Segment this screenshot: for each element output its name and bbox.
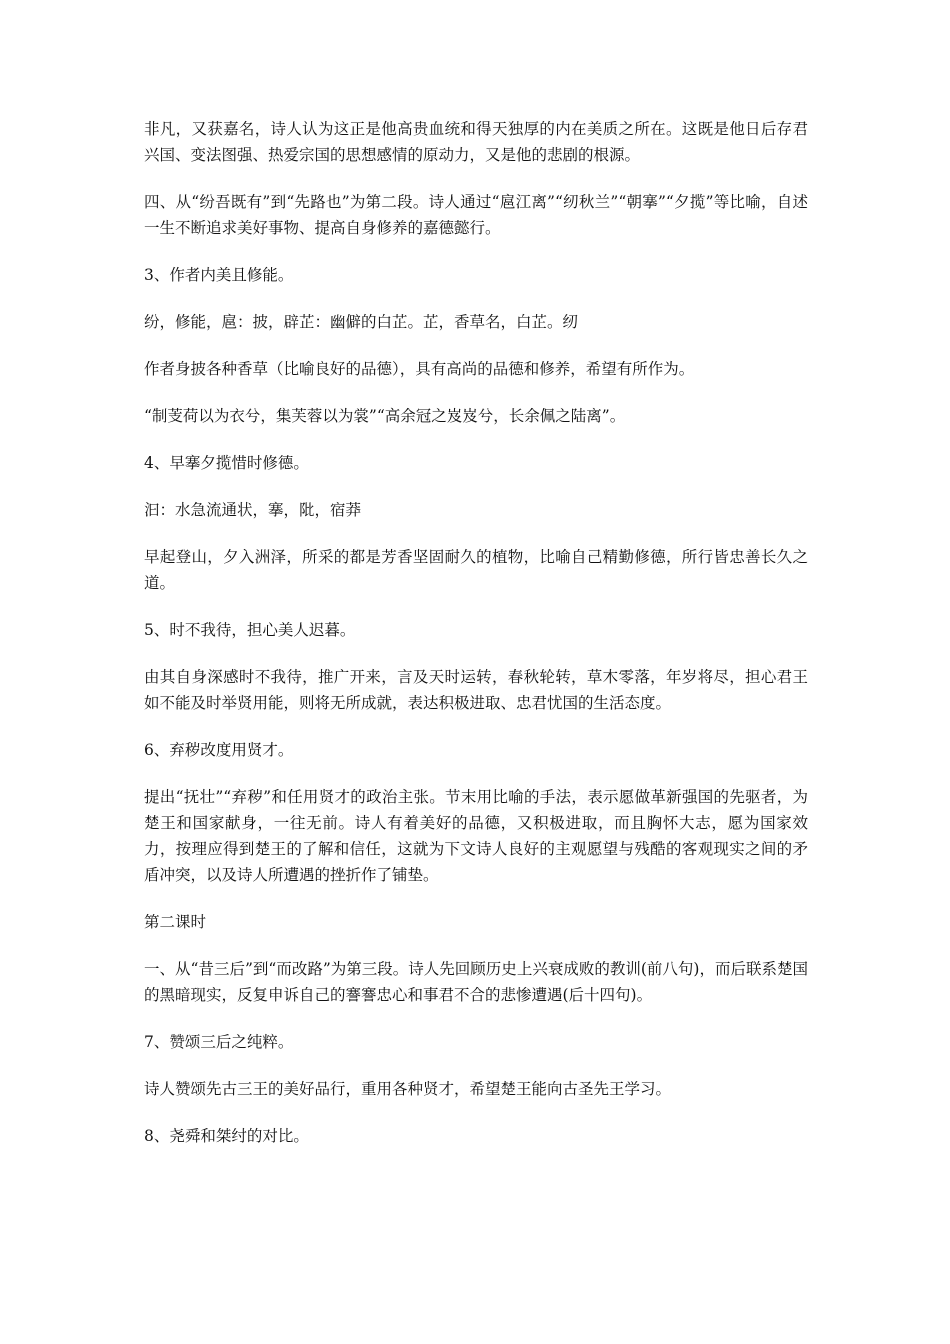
section-heading-8: 8、尧舜和桀纣的对比。 (144, 1127, 309, 1145)
lesson-heading: 第二课时 (144, 913, 207, 931)
paragraph-6: 提出“抚壮”“弃秽”和任用贤才的政治主张。节末用比喻的手法，表示愿做革新强国的先驱者，为楚王和国家献身，一往无前。诗人有着美好的品德，又积极进取，而且胸怀大志，愿为国家效力，按理应得到楚王的了解和信任，这就为下文诗人良好的主观愿望与残酷的客观现实之间的矛盾冲突，以及诗人所遭遇的挫折作了铺垫。 (144, 788, 808, 884)
section-heading-5: 5、时不我待，担心美人迟暮。 (144, 621, 356, 639)
section-heading-6: 6、弃秽改度用贤才。 (144, 741, 294, 759)
paragraph-quote: “制芰荷以为衣兮，集芙蓉以为裳”“高余冠之岌岌兮，长余佩之陆离”。 (144, 407, 626, 425)
paragraph-3: 作者身披各种香草（比喻良好的品德），具有高尚的品德和修养，希望有所作为。 (144, 360, 695, 378)
paragraph-4: 早起登山，夕入洲泽，所采的都是芳香坚固耐久的植物，比喻自己精勤修德，所行皆忠善长久之道。 (144, 548, 808, 592)
paragraph-7: 一、从“昔三后”到“而改路”为第三段。诗人先回顾历史上兴衰成败的教训(前八句)，而后联系楚国的黑暗现实，反复申诉自己的謇謇忠心和事君不合的悲惨遭遇(后十四句)。 (144, 960, 808, 1004)
document-body (144, 116, 808, 1170)
paragraph-2: 四、从“纷吾既有”到“先路也”为第二段。诗人通过“扈江离”“纫秋兰”“朝搴”“夕揽”等比喻，自述一生不断追求美好事物、提高自身修养的嘉德懿行。 (144, 193, 808, 237)
section-heading-4: 4、早搴夕揽惜时修德。 (144, 454, 309, 472)
paragraph-5: 由其自身深感时不我待，推广开来，言及天时运转，春秋轮转，草木零落，年岁将尽，担心君王如不能及时举贤用能，则将无所成就，表达积极进取、忠君忧国的生活态度。 (144, 668, 808, 712)
paragraph-annotation-2: 汩：水急流通状，搴，阰，宿莽 (144, 501, 362, 519)
paragraph-annotation-1: 纷，修能，扈：披，辟芷：幽僻的白芷。芷，香草名，白芷。纫 (144, 313, 579, 331)
section-heading-3: 3、作者内美且修能。 (144, 266, 294, 284)
paragraph-8: 诗人赞颂先古三王的美好品行，重用各种贤才，希望楚王能向古圣先王学习。 (144, 1080, 672, 1098)
section-heading-7: 7、赞颂三后之纯粹。 (144, 1033, 294, 1051)
paragraph-1: 非凡，又获嘉名，诗人认为这正是他高贵血统和得天独厚的内在美质之所在。这既是他日后存君兴国、变法图强、热爱宗国的思想感情的原动力，又是他的悲剧的根源。 (144, 120, 808, 164)
